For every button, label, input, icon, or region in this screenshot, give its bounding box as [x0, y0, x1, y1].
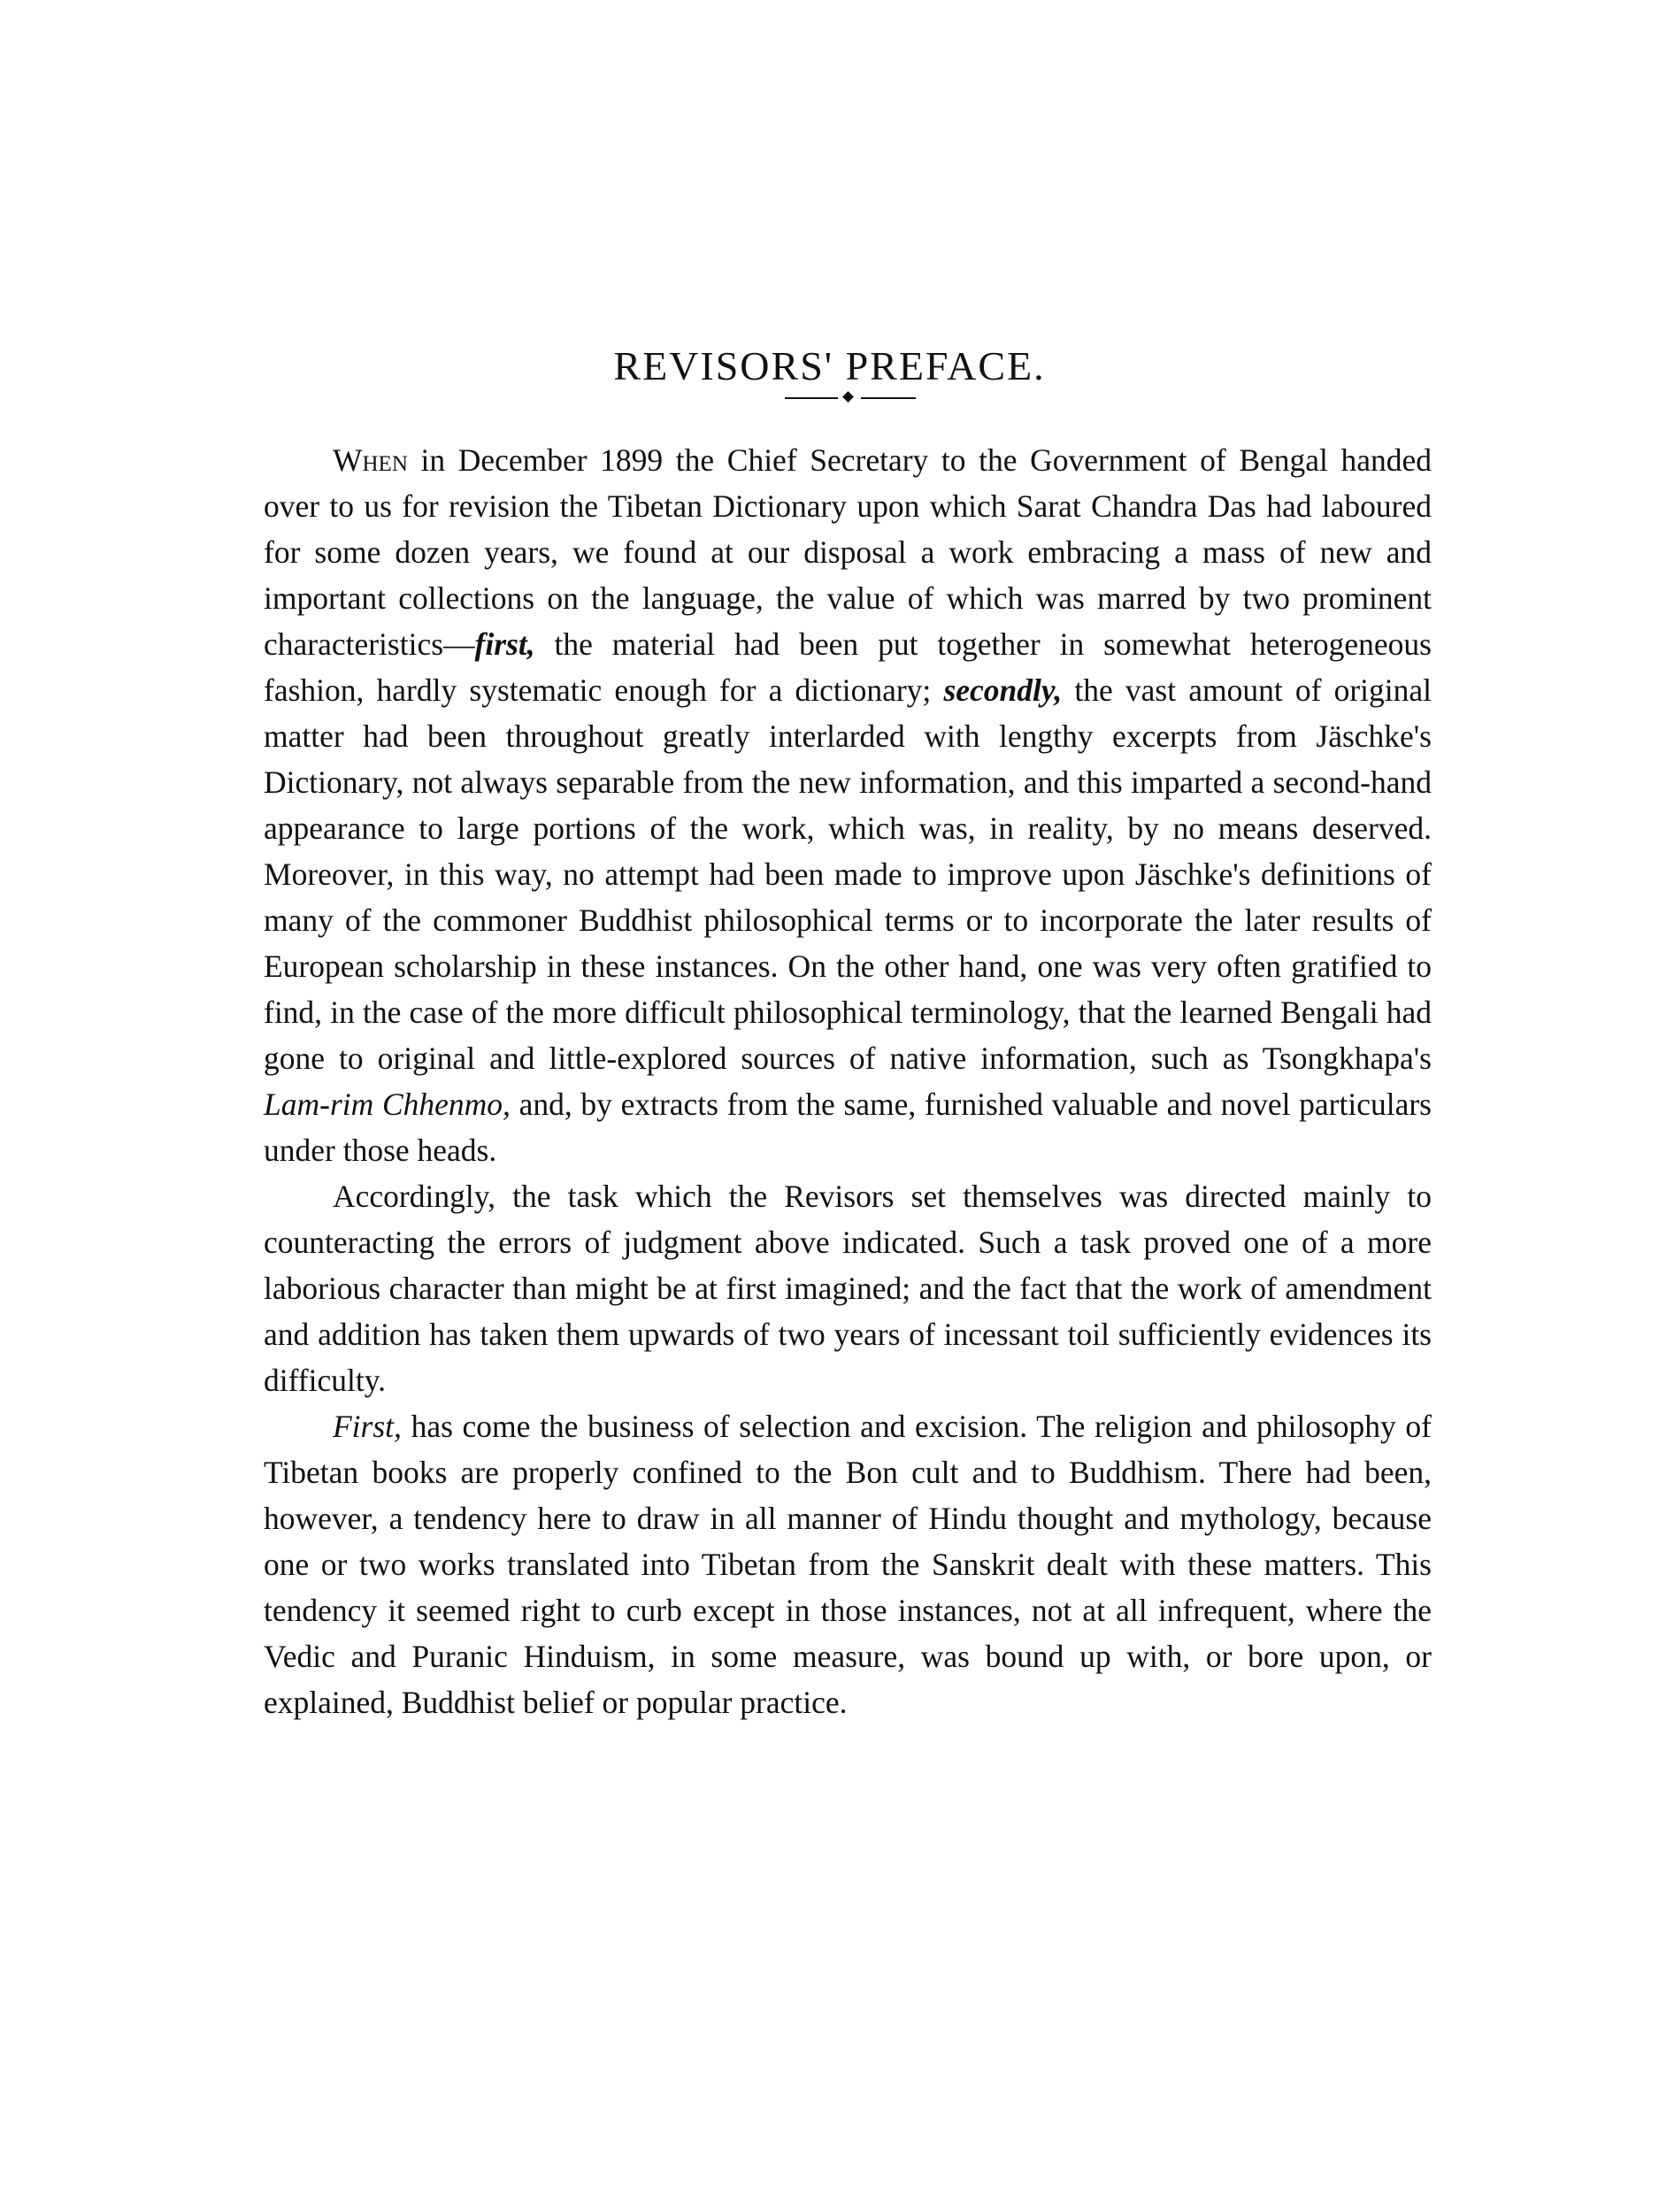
work-title-lam-rim: Lam-rim Chhenmo, — [264, 1087, 511, 1122]
emphasis-secondly: secondly, — [943, 672, 1063, 708]
ornament-rule-left — [785, 397, 838, 399]
paragraph-3-text: has come the business of selection and excision. The religion and philosophy of Tibetan books are properly confined to the Bon cult and to Buddhism. There had been, however, a tendency here to draw in all manner of Hindu thought and mythology, because one or two works translated into Tibetan from the Sanskrit dealt with these matters. This tendency it seemed right to curb except in those instances, not at all infrequent, where the Vedic and Puranic Hinduism, in some measure, was bound up with, or bore upon, or explained, Buddhist belief or popular practice. — [264, 1409, 1432, 1720]
paragraph-1 — [264, 437, 1432, 1173]
paragraph-3-lead: First, — [333, 1409, 402, 1444]
page-title: REVISORS' PREFACE. — [613, 342, 1046, 388]
paragraph-1-lead: When — [333, 442, 408, 478]
ornament-rule-right — [861, 397, 916, 399]
preface-body — [264, 437, 1432, 1725]
title-ornament — [785, 393, 916, 403]
paragraph-3 — [264, 1403, 1432, 1725]
paragraph-1-text-d: and, by extracts from the same, furnished valuable and novel particulars under those heads. — [264, 1087, 1432, 1168]
paragraph-1-text-a: in December 1899 the Chief Secretary to the Government of Bengal handed over to us for revision the Tibetan Dictionary upon which Sarat Chandra Das had laboured for some dozen years, we found at our disposal a work embracing a mass of new and important collections on the language, the value of which was marred by two prominent characteristics— — [264, 442, 1432, 662]
diamond-icon — [842, 391, 854, 403]
paragraph-2-text: Accordingly, the task which the Revisors set themselves was directed mainly to counteracting the errors of judgment above indicated. Such a task proved one of a more laborious character than might be at first imagined; and the fact that the work of amendment and addition has taken them upwards of two years of incessant toil sufficiently evidences its difficulty. — [264, 1179, 1432, 1398]
paragraph-1-text-b: the material had been put together in somewhat heterogeneous fashion, hardly systematic enough for a dictionary; — [264, 626, 1432, 708]
paragraph-1-text-c: the vast amount of original matter had been throughout greatly interlarded with lengthy excerpts from Jäschke's Dictionary, not always separable from the new information, and this imparted a second-hand appearance to large portions of the work, which was, in reality, by no means deserved. Moreover, in this way, no attempt had been made to improve upon Jäschke's definitions of many of the commoner Buddhist philosophical terms or to incorporate the later results of European scholarship in these instances. On the other hand, one was very often gratified to find, in the case of the more difficult philosophical terminology, that the learned Bengali had gone to original and little-explored sources of native information, such as Tsongkhapa's — [264, 672, 1432, 1076]
paragraph-2 — [264, 1173, 1432, 1403]
emphasis-first: first, — [474, 626, 535, 662]
